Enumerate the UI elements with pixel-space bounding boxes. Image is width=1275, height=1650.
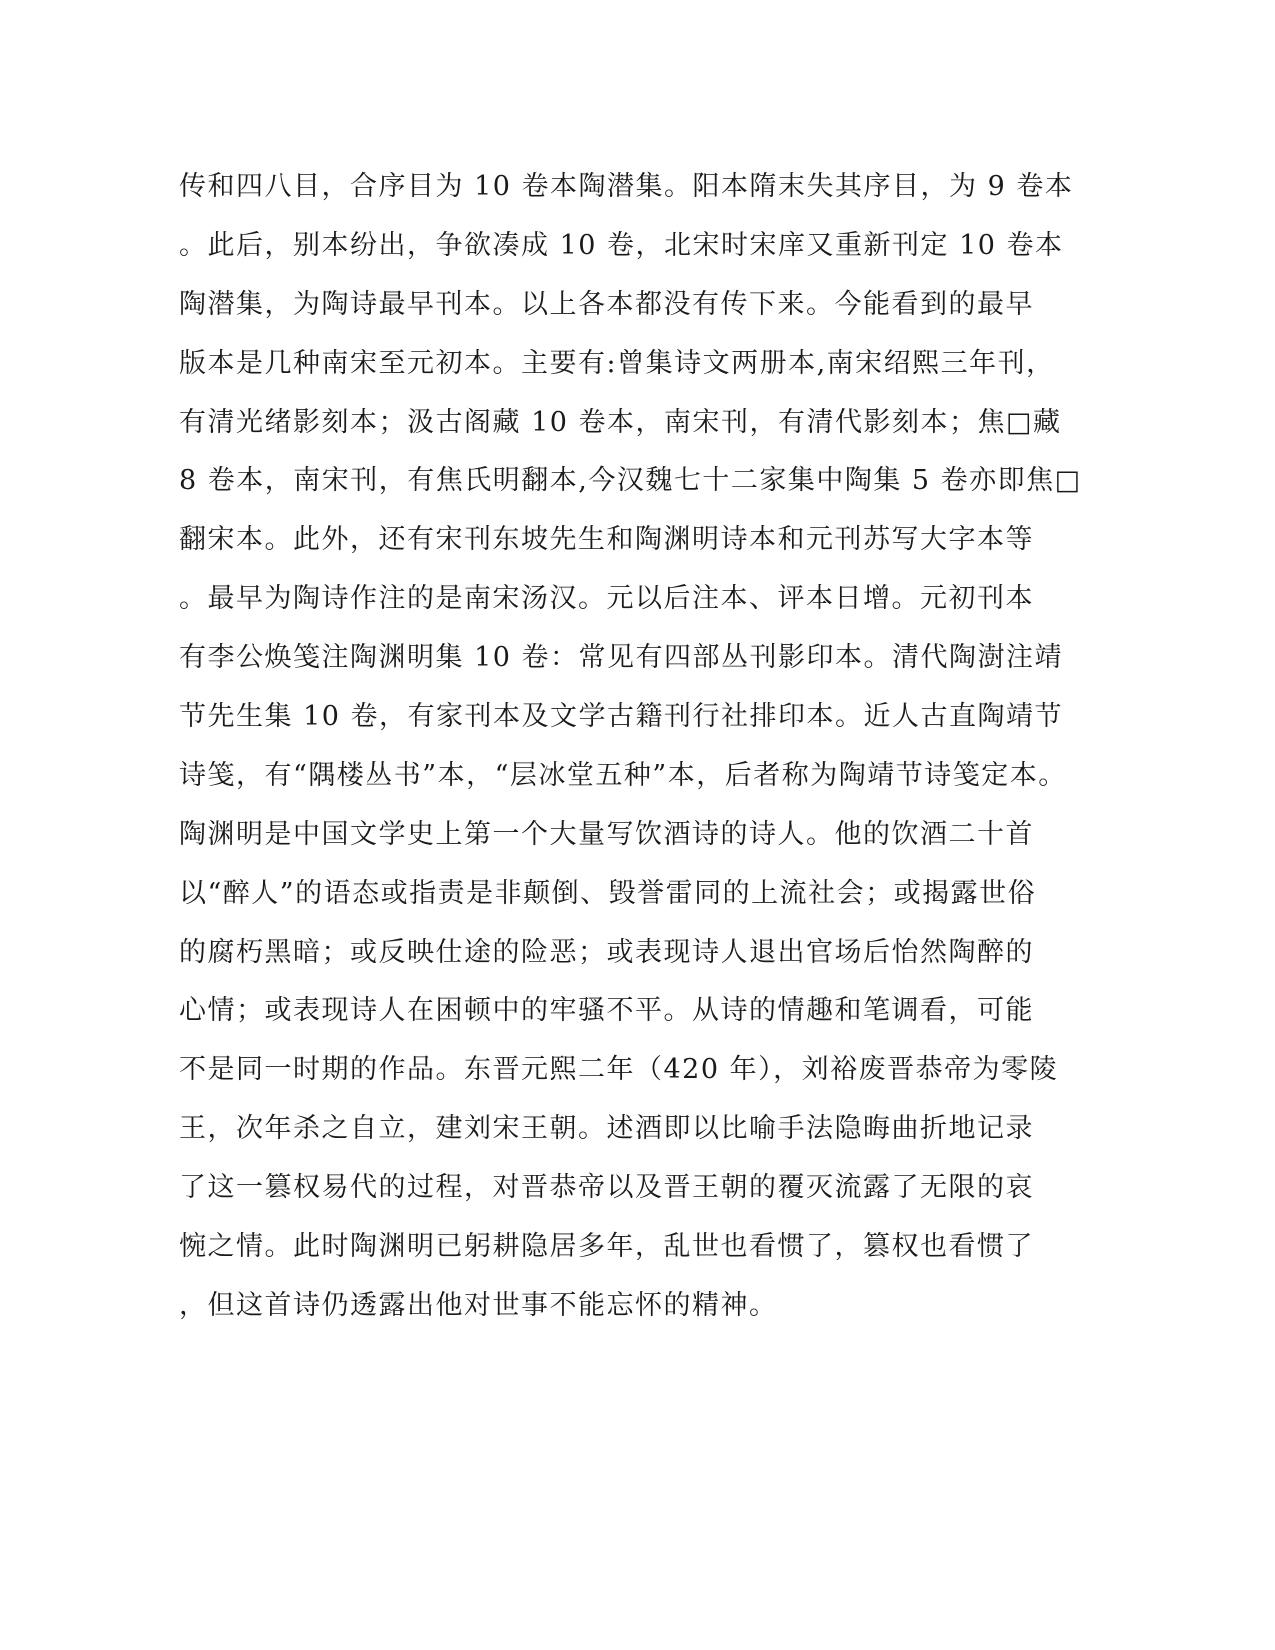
text-line: 心情；或表现诗人在困顿中的牢骚不平。从诗的情趣和笔调看，可能 xyxy=(179,995,1034,1027)
text-line: ，但这首诗仍透露出他对世事不能忘怀的精神。 xyxy=(179,1289,778,1321)
text-line: 节先生集 10 卷，有家刊本及文学古籍刊行社排印本。近人古直陶靖节 xyxy=(179,701,1064,733)
text-line: 。最早为陶诗作注的是南宋汤汉。元以后注本、评本日增。元初刊本 xyxy=(179,583,1034,615)
text-line: 有清光绪影刻本；汲古阁藏 10 卷本，南宋刊，有清代影刻本；焦□藏 xyxy=(179,406,1062,438)
text-line: 陶渊明是中国文学史上第一个大量写饮酒诗的诗人。他的饮酒二十首 xyxy=(179,818,1034,850)
text-line: 8 卷本，南宋刊，有焦氏明翻本,今汉魏七十二家集中陶集 5 卷亦即焦□ xyxy=(179,465,1082,497)
text-line: 诗笺，有“隅楼丛书”本，“层冰堂五种”本，后者称为陶靖节诗笺定本。 xyxy=(179,759,1067,791)
text-line: 翻宋本。此外，还有宋刊东坡先生和陶渊明诗本和元刊苏写大字本等 xyxy=(179,524,1034,556)
text-line: 王，次年杀之自立，建刘宋王朝。述酒即以比喻手法隐晦曲折地记录 xyxy=(179,1113,1034,1145)
text-line: 有李公焕笺注陶渊明集 10 卷：常见有四部丛刊影印本。清代陶澍注靖 xyxy=(179,642,1064,674)
text-line: 不是同一时期的作品。东晋元熙二年（420 年），刘裕废晋恭帝为零陵 xyxy=(179,1054,1059,1086)
text-line: 。此后，别本纷出，争欲凑成 10 卷，北宋时宋庠又重新刊定 10 卷本 xyxy=(179,229,1064,261)
text-line: 陶潜集，为陶诗最早刊本。以上各本都没有传下来。今能看到的最早 xyxy=(179,288,1034,320)
text-line: 惋之情。此时陶渊明已躬耕隐居多年，乱世也看惯了，篡权也看惯了 xyxy=(179,1231,1034,1263)
text-line: 了这一篡权易代的过程，对晋恭帝以及晋王朝的覆灭流露了无限的哀 xyxy=(179,1172,1034,1204)
text-line: 传和四八目，合序目为 10 卷本陶潜集。阳本隋末失其序目，为 9 卷本 xyxy=(179,171,1074,202)
text-line: 以“醉人”的语态或指责是非颠倒、毁誉雷同的上流社会；或揭露世俗 xyxy=(179,877,1037,909)
text-line: 的腐朽黑暗；或反映仕途的险恶；或表现诗人退出官场后怡然陶醉的 xyxy=(179,936,1034,968)
body-text xyxy=(179,158,1082,1336)
text-line: 版本是几种南宋至元初本。主要有:曾集诗文两册本,南宋绍熙三年刊， xyxy=(179,347,1055,379)
